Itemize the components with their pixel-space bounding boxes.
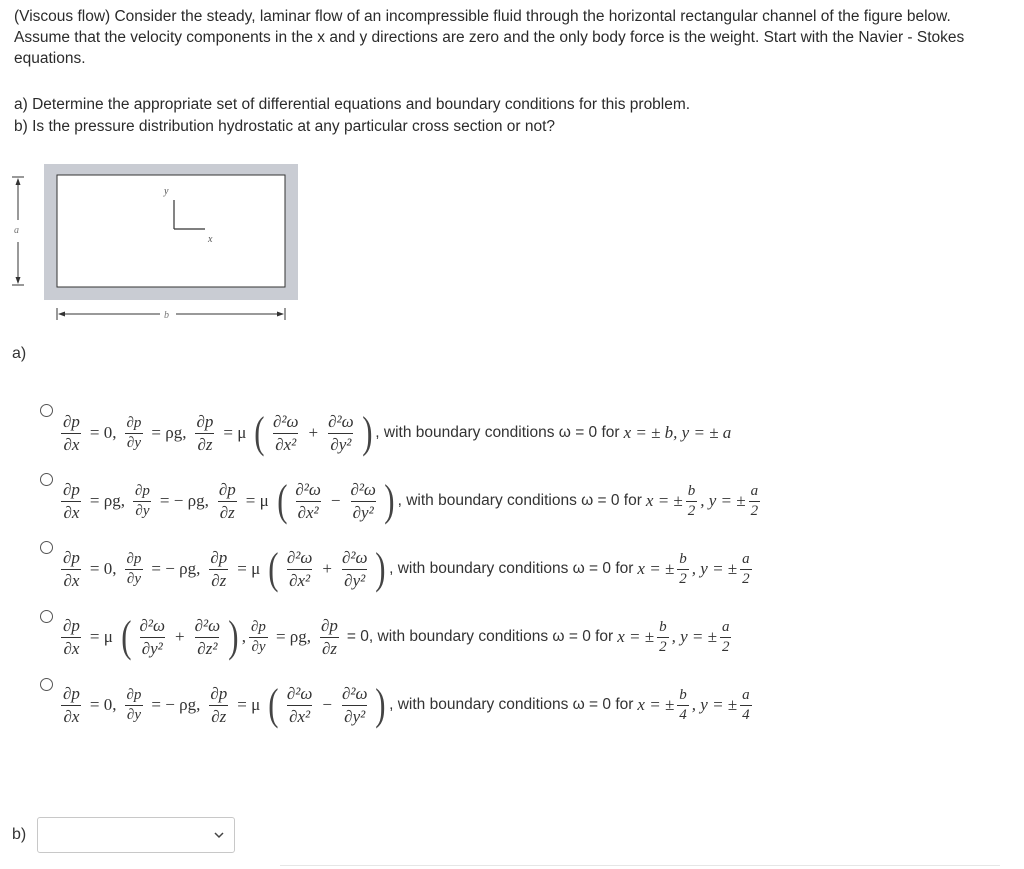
dim-b-label: b xyxy=(164,310,169,321)
eq-sign: = − ρg, xyxy=(151,695,201,714)
eq-sign: = μ xyxy=(89,627,113,646)
frac-num: a xyxy=(742,686,750,703)
frac-num: ∂p xyxy=(210,547,228,567)
bc-x: x = ± xyxy=(645,491,683,510)
frac-den: ∂y xyxy=(251,638,266,655)
plus-sign: + xyxy=(175,627,185,646)
bc-text: = 0, with boundary conditions ω = 0 for xyxy=(346,628,614,645)
channel-interior xyxy=(57,175,285,287)
frac-num: ∂p xyxy=(63,411,80,431)
frac-num: ∂²ω xyxy=(139,615,166,635)
bc-x: x = ± xyxy=(617,627,655,646)
left-paren: ( xyxy=(121,612,132,661)
frac-num: b xyxy=(679,686,687,703)
frac-den: ∂y² xyxy=(344,570,366,590)
part-b-label: b) xyxy=(12,826,27,843)
frac-den: ∂y² xyxy=(141,638,163,658)
frac-num: ∂p xyxy=(63,615,80,635)
frac-num: ∂p xyxy=(126,686,142,703)
frac-num: ∂²ω xyxy=(286,683,313,703)
frac-num: b xyxy=(659,618,667,635)
frac-den: ∂x xyxy=(63,638,80,658)
frac-num: ∂²ω xyxy=(194,615,221,635)
frac-den: 2 xyxy=(742,570,750,587)
frac-num: ∂p xyxy=(63,683,80,703)
part-a-label: a) xyxy=(12,345,27,362)
frac-den: ∂y xyxy=(126,434,141,451)
frac-den: 2 xyxy=(679,570,687,587)
right-paren: ) xyxy=(384,476,395,525)
bc-text: , with boundary conditions ω = 0 for xyxy=(389,560,634,577)
frac-den: ∂x xyxy=(63,434,80,454)
part-b-dropdown[interactable] xyxy=(37,817,235,853)
frac-num: ∂p xyxy=(63,547,80,567)
option-3-radio[interactable] xyxy=(40,541,53,554)
plus-sign: + xyxy=(308,423,319,442)
frac-den: ∂y xyxy=(126,706,141,723)
frac-num: ∂²ω xyxy=(295,479,321,499)
y-axis-label: y xyxy=(164,186,169,197)
frac-den: ∂y xyxy=(135,502,150,519)
dim-b-arrow-left xyxy=(58,312,65,317)
dim-a-arrow-bottom xyxy=(16,277,21,284)
option-4-radio[interactable] xyxy=(40,610,53,623)
frac-num: ∂p xyxy=(126,414,142,431)
eq-sign: = ρg, xyxy=(89,491,125,510)
frac-den: 2 xyxy=(659,638,667,655)
question-prompt: (Viscous flow) Consider the steady, laminar flow of an incompressible fluid through the horizontal rectangular channel of the figure below. Assume that the velocity components in the x and y directions are zero and the only body force is the weight. Start with the Navier - Stokes equations. xyxy=(14,8,965,67)
channel-figure xyxy=(0,160,300,330)
bc-text: , with boundary conditions ω = 0 for xyxy=(397,492,642,509)
eq-sign: = ρg, xyxy=(151,423,187,442)
frac-den: ∂z xyxy=(211,706,227,726)
frac-den: ∂y xyxy=(126,570,141,587)
right-paren: ) xyxy=(375,544,386,593)
eq-sign: = 0, xyxy=(89,695,117,714)
frac-num: ∂p xyxy=(196,411,214,431)
bc-y: , y = ± xyxy=(691,695,738,714)
option-4-equation[interactable] xyxy=(58,607,734,667)
option-5-radio[interactable] xyxy=(40,678,53,691)
eq-sign: = ρg, xyxy=(275,627,312,646)
frac-den: ∂x² xyxy=(275,434,297,454)
eq-sign: = μ xyxy=(223,423,247,442)
part-b-instruction: b) Is the pressure distribution hydrostatic at any particular cross section or not? xyxy=(14,118,556,135)
minus-sign: − xyxy=(322,695,332,714)
bc-y: , y = ± xyxy=(700,491,746,510)
frac-num: ∂²ω xyxy=(328,411,354,431)
frac-den: ∂y² xyxy=(352,502,374,522)
bc-x: x = ± xyxy=(637,695,675,714)
bc-values: x = ± b, y = ± a xyxy=(623,423,732,442)
frac-num: ∂p xyxy=(126,550,142,567)
frac-den: 2 xyxy=(687,502,696,519)
frac-num: ∂p xyxy=(218,479,236,499)
frac-num: ∂p xyxy=(251,618,266,635)
plus-sign: + xyxy=(322,559,332,578)
frac-den: ∂x² xyxy=(297,502,319,522)
bc-text: , with boundary conditions ω = 0 for xyxy=(389,696,634,713)
frac-num: ∂²ω xyxy=(273,411,299,431)
frac-num: ∂²ω xyxy=(350,479,376,499)
right-paren: ) xyxy=(375,680,386,729)
frac-num: ∂p xyxy=(63,479,80,499)
frac-den: 2 xyxy=(721,638,730,655)
frac-den: ∂x xyxy=(63,570,80,590)
frac-den: ∂x xyxy=(63,706,80,726)
option-1-radio[interactable] xyxy=(40,404,53,417)
option-1-equation[interactable] xyxy=(58,403,731,463)
frac-den: ∂x² xyxy=(289,706,311,726)
eq-sign: = 0, xyxy=(89,423,117,442)
minus-sign: − xyxy=(330,491,341,510)
frac-den: ∂z xyxy=(197,434,213,454)
frac-den: ∂z xyxy=(219,502,235,522)
frac-den: 2 xyxy=(750,502,759,519)
frac-num: a xyxy=(742,550,750,567)
frac-num: a xyxy=(721,618,730,635)
frac-den: ∂z xyxy=(211,570,227,590)
eq-sign: = 0, xyxy=(89,559,117,578)
frac-num: b xyxy=(679,550,687,567)
eq-sign: = − ρg, xyxy=(159,491,209,510)
eq-sign: = μ xyxy=(237,559,261,578)
dim-a-label: a xyxy=(14,225,19,236)
left-paren: ( xyxy=(276,476,288,525)
bc-x: x = ± xyxy=(637,559,675,578)
option-5-equation[interactable] xyxy=(58,675,755,735)
x-axis-label: x xyxy=(208,234,213,245)
frac-den: ∂x² xyxy=(289,570,311,590)
eq-sign: = μ xyxy=(245,491,269,510)
part-a-instruction: a) Determine the appropriate set of differential equations and boundary conditions for this problem. xyxy=(14,96,691,113)
bc-text: , with boundary conditions ω = 0 for xyxy=(375,424,620,441)
frac-num: ∂p xyxy=(321,615,338,635)
frac-den: ∂z xyxy=(321,638,337,658)
divider xyxy=(280,865,1000,866)
bc-y: , y = ± xyxy=(671,627,717,646)
frac-num: ∂p xyxy=(134,482,150,499)
frac-den: ∂y² xyxy=(330,434,352,454)
option-3-equation[interactable] xyxy=(58,539,755,599)
frac-num: ∂²ω xyxy=(286,547,313,567)
left-paren: ( xyxy=(268,680,279,729)
question-parts xyxy=(14,94,690,138)
left-paren: ( xyxy=(268,544,279,593)
frac-num: b xyxy=(687,482,696,499)
eq-sign: = − ρg, xyxy=(151,559,201,578)
right-paren: ) xyxy=(361,408,373,457)
frac-den: 4 xyxy=(742,706,750,723)
eq-sign: = μ xyxy=(237,695,261,714)
option-2-equation[interactable] xyxy=(58,471,763,531)
bc-y: , y = ± xyxy=(691,559,738,578)
comma: , xyxy=(241,627,247,646)
frac-num: ∂²ω xyxy=(341,683,368,703)
channel-diagram xyxy=(0,160,300,330)
frac-den: ∂y² xyxy=(344,706,366,726)
dim-b-arrow-right xyxy=(277,312,284,317)
chevron-down-icon xyxy=(213,829,225,841)
frac-den: 4 xyxy=(679,706,687,723)
frac-den: ∂x xyxy=(63,502,80,522)
dim-a-arrow-top xyxy=(16,178,21,185)
frac-num: a xyxy=(750,482,759,499)
frac-den: ∂z² xyxy=(197,638,218,658)
right-paren: ) xyxy=(228,612,239,661)
frac-num: ∂p xyxy=(210,683,228,703)
left-paren: ( xyxy=(254,408,265,457)
frac-num: ∂²ω xyxy=(341,547,368,567)
option-2-radio[interactable] xyxy=(40,473,53,486)
